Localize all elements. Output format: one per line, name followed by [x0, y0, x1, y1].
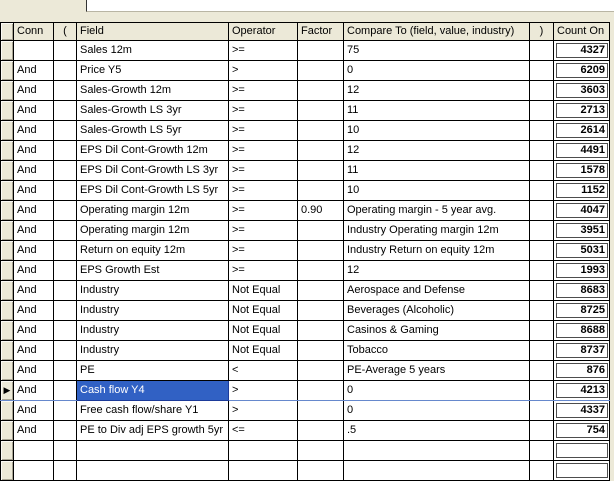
- count-on-value-box: 3603: [556, 83, 608, 98]
- open-paren-cell[interactable]: [54, 321, 77, 341]
- field-cell[interactable]: Cash flow Y4: [77, 381, 229, 401]
- criteria-row: [1, 121, 610, 141]
- compare-to-cell[interactable]: 11: [344, 161, 530, 181]
- field-cell[interactable]: Sales-Growth 12m: [77, 81, 229, 101]
- close-paren-cell[interactable]: [530, 241, 554, 261]
- compare-to-cell[interactable]: 75: [344, 41, 530, 61]
- compare-to-cell[interactable]: [344, 461, 530, 481]
- operator-cell[interactable]: Not Equal: [229, 281, 298, 301]
- compare-to-cell[interactable]: 12: [344, 81, 530, 101]
- operator-cell[interactable]: >=: [229, 121, 298, 141]
- conn-cell[interactable]: And: [14, 81, 54, 101]
- close-paren-cell[interactable]: [530, 141, 554, 161]
- field-cell[interactable]: Operating margin 12m: [77, 221, 229, 241]
- column-header-factor: Factor: [298, 23, 344, 41]
- row-marker-cell[interactable]: [1, 261, 14, 281]
- factor-cell[interactable]: [298, 181, 344, 201]
- open-paren-cell[interactable]: [54, 81, 77, 101]
- close-paren-cell[interactable]: [530, 461, 554, 481]
- row-marker-cell[interactable]: [1, 81, 14, 101]
- close-paren-cell[interactable]: [530, 361, 554, 381]
- compare-to-cell[interactable]: 12: [344, 261, 530, 281]
- row-marker-cell[interactable]: [1, 321, 14, 341]
- field-cell[interactable]: EPS Dil Cont-Growth LS 3yr: [77, 161, 229, 181]
- operator-cell[interactable]: >=: [229, 161, 298, 181]
- factor-cell[interactable]: 0.90: [298, 201, 344, 221]
- open-paren-cell[interactable]: [54, 281, 77, 301]
- criteria-row: [1, 181, 610, 201]
- close-paren-cell[interactable]: [530, 381, 554, 401]
- open-paren-cell[interactable]: [54, 181, 77, 201]
- conn-cell[interactable]: And: [14, 201, 54, 221]
- count-on-value-box: 4213: [556, 383, 608, 398]
- compare-to-cell[interactable]: 0: [344, 381, 530, 401]
- count-on-value-box: [556, 443, 608, 458]
- row-marker-cell[interactable]: [1, 101, 14, 121]
- count-on-cell[interactable]: [554, 181, 610, 201]
- row-marker-cell[interactable]: [1, 461, 14, 481]
- count-on-value-box: 6209: [556, 63, 608, 78]
- field-cell[interactable]: Operating margin 12m: [77, 201, 229, 221]
- row-marker-cell[interactable]: [1, 181, 14, 201]
- close-paren-cell[interactable]: [530, 301, 554, 321]
- column-header-compare-to: Compare To (field, value, industry): [344, 23, 530, 41]
- field-cell[interactable]: Free cash flow/share Y1: [77, 401, 229, 421]
- open-paren-cell[interactable]: [54, 261, 77, 281]
- criteria-row: [1, 301, 610, 321]
- compare-to-cell[interactable]: 0: [344, 401, 530, 421]
- row-marker-cell[interactable]: [1, 201, 14, 221]
- operator-cell[interactable]: Not Equal: [229, 301, 298, 321]
- factor-cell[interactable]: [298, 321, 344, 341]
- factor-cell[interactable]: [298, 121, 344, 141]
- count-on-value-box: 4047: [556, 203, 608, 218]
- criteria-row: [1, 361, 610, 381]
- count-on-value-box: 8688: [556, 323, 608, 338]
- criteria-row: [1, 161, 610, 181]
- compare-to-cell[interactable]: Operating margin - 5 year avg.: [344, 201, 530, 221]
- field-cell[interactable]: Industry: [77, 321, 229, 341]
- conn-cell[interactable]: And: [14, 341, 54, 361]
- row-marker-cell[interactable]: [1, 41, 14, 61]
- operator-cell[interactable]: >=: [229, 101, 298, 121]
- operator-cell[interactable]: >: [229, 381, 298, 401]
- count-on-value-box: [556, 463, 608, 478]
- close-paren-cell[interactable]: [530, 61, 554, 81]
- row-marker-cell[interactable]: [1, 221, 14, 241]
- count-on-cell[interactable]: [554, 81, 610, 101]
- conn-cell[interactable]: And: [14, 61, 54, 81]
- conn-cell[interactable]: And: [14, 421, 54, 441]
- field-cell[interactable]: Industry: [77, 301, 229, 321]
- row-marker-cell[interactable]: [1, 121, 14, 141]
- column-header-open-paren: (: [54, 23, 77, 41]
- criteria-rows: [1, 41, 610, 481]
- open-paren-cell[interactable]: [54, 441, 77, 461]
- count-on-cell[interactable]: [554, 301, 610, 321]
- criteria-row: [1, 81, 610, 101]
- operator-cell[interactable]: >=: [229, 181, 298, 201]
- count-on-cell[interactable]: [554, 241, 610, 261]
- open-paren-cell[interactable]: [54, 241, 77, 261]
- row-marker-cell[interactable]: [1, 61, 14, 81]
- operator-cell[interactable]: [229, 461, 298, 481]
- factor-cell[interactable]: [298, 341, 344, 361]
- factor-cell[interactable]: [298, 81, 344, 101]
- open-paren-cell[interactable]: [54, 221, 77, 241]
- open-paren-cell[interactable]: [54, 61, 77, 81]
- criteria-row: [1, 421, 610, 441]
- criteria-row: [1, 381, 610, 401]
- conn-cell[interactable]: And: [14, 181, 54, 201]
- conn-cell[interactable]: And: [14, 361, 54, 381]
- criteria-row: [1, 101, 610, 121]
- field-cell[interactable]: EPS Growth Est: [77, 261, 229, 281]
- count-on-cell[interactable]: [554, 321, 610, 341]
- criteria-row: [1, 61, 610, 81]
- criteria-row: [1, 141, 610, 161]
- row-marker-cell[interactable]: [1, 161, 14, 181]
- row-marker-cell[interactable]: [1, 301, 14, 321]
- conn-cell[interactable]: And: [14, 221, 54, 241]
- close-paren-cell[interactable]: [530, 81, 554, 101]
- compare-to-cell[interactable]: PE-Average 5 years: [344, 361, 530, 381]
- header-row: [1, 23, 610, 41]
- count-on-cell[interactable]: [554, 41, 610, 61]
- conn-cell[interactable]: And: [14, 121, 54, 141]
- count-on-value-box: 754: [556, 423, 608, 438]
- count-on-value-box: 5031: [556, 243, 608, 258]
- criteria-row: [1, 341, 610, 361]
- compare-to-cell[interactable]: Industry Operating margin 12m: [344, 221, 530, 241]
- open-paren-cell[interactable]: [54, 461, 77, 481]
- empty-row: [1, 441, 610, 461]
- compare-to-cell[interactable]: Industry Return on equity 12m: [344, 241, 530, 261]
- operator-cell[interactable]: >=: [229, 81, 298, 101]
- close-paren-cell[interactable]: [530, 441, 554, 461]
- row-marker-cell[interactable]: [1, 241, 14, 261]
- criteria-table: [0, 22, 610, 481]
- factor-cell[interactable]: [298, 41, 344, 61]
- close-paren-cell[interactable]: [530, 341, 554, 361]
- field-cell[interactable]: Sales 12m: [77, 41, 229, 61]
- column-header-operator: Operator: [229, 23, 298, 41]
- field-cell[interactable]: [77, 441, 229, 461]
- count-on-value-box: 4337: [556, 403, 608, 418]
- count-on-cell[interactable]: [554, 61, 610, 81]
- close-paren-cell[interactable]: [530, 181, 554, 201]
- compare-to-cell[interactable]: .5: [344, 421, 530, 441]
- factor-cell[interactable]: [298, 101, 344, 121]
- count-on-value-box: 4327: [556, 43, 608, 58]
- compare-to-cell[interactable]: [344, 441, 530, 461]
- count-on-cell[interactable]: [554, 161, 610, 181]
- row-marker-cell[interactable]: [1, 361, 14, 381]
- open-paren-cell[interactable]: [54, 301, 77, 321]
- count-on-cell[interactable]: [554, 421, 610, 441]
- open-paren-cell[interactable]: [54, 361, 77, 381]
- factor-cell[interactable]: [298, 241, 344, 261]
- row-marker-cell[interactable]: [1, 441, 14, 461]
- conn-cell[interactable]: And: [14, 261, 54, 281]
- operator-cell[interactable]: Not Equal: [229, 341, 298, 361]
- row-marker-cell[interactable]: [1, 141, 14, 161]
- factor-cell[interactable]: [298, 61, 344, 81]
- criteria-row: [1, 201, 610, 221]
- row-marker-cell[interactable]: [1, 381, 14, 401]
- count-on-value-box: 4491: [556, 143, 608, 158]
- column-header-field: Field: [77, 23, 229, 41]
- compare-to-cell[interactable]: Casinos & Gaming: [344, 321, 530, 341]
- compare-to-cell[interactable]: Aerospace and Defense: [344, 281, 530, 301]
- field-cell[interactable]: [77, 461, 229, 481]
- row-marker-header: [1, 23, 14, 41]
- count-on-cell[interactable]: [554, 221, 610, 241]
- count-on-value-box: 8683: [556, 283, 608, 298]
- criteria-row: [1, 261, 610, 281]
- conn-cell[interactable]: [14, 461, 54, 481]
- operator-cell[interactable]: >=: [229, 41, 298, 61]
- factor-cell[interactable]: [298, 281, 344, 301]
- open-paren-cell[interactable]: [54, 201, 77, 221]
- conn-cell[interactable]: [14, 41, 54, 61]
- count-on-cell[interactable]: [554, 441, 610, 461]
- row-marker-cell[interactable]: [1, 281, 14, 301]
- criteria-row: [1, 221, 610, 241]
- operator-cell[interactable]: Not Equal: [229, 321, 298, 341]
- open-paren-cell[interactable]: [54, 341, 77, 361]
- criteria-row: [1, 41, 610, 61]
- operator-cell[interactable]: >=: [229, 261, 298, 281]
- close-paren-cell[interactable]: [530, 121, 554, 141]
- compare-to-cell[interactable]: 11: [344, 101, 530, 121]
- column-header-close-paren: ): [530, 23, 554, 41]
- close-paren-cell[interactable]: [530, 201, 554, 221]
- conn-cell[interactable]: And: [14, 321, 54, 341]
- count-on-value-box: 2713: [556, 103, 608, 118]
- count-on-cell[interactable]: [554, 341, 610, 361]
- operator-cell[interactable]: >: [229, 401, 298, 421]
- criteria-row: [1, 241, 610, 261]
- compare-to-cell[interactable]: 12: [344, 141, 530, 161]
- field-cell[interactable]: Sales-Growth LS 3yr: [77, 101, 229, 121]
- operator-cell[interactable]: >=: [229, 201, 298, 221]
- column-header-count-on: Count On: [554, 23, 610, 41]
- factor-cell[interactable]: [298, 161, 344, 181]
- close-paren-cell[interactable]: [530, 281, 554, 301]
- criteria-row: [1, 321, 610, 341]
- open-paren-cell[interactable]: [54, 381, 77, 401]
- factor-cell[interactable]: [298, 461, 344, 481]
- open-paren-cell[interactable]: [54, 41, 77, 61]
- field-cell[interactable]: Price Y5: [77, 61, 229, 81]
- field-cell[interactable]: EPS Dil Cont-Growth 12m: [77, 141, 229, 161]
- field-cell[interactable]: PE: [77, 361, 229, 381]
- conn-cell[interactable]: And: [14, 241, 54, 261]
- conn-cell[interactable]: And: [14, 161, 54, 181]
- compare-to-cell[interactable]: Beverages (Alcoholic): [344, 301, 530, 321]
- compare-to-cell[interactable]: 10: [344, 121, 530, 141]
- conn-cell[interactable]: And: [14, 281, 54, 301]
- compare-to-cell[interactable]: 10: [344, 181, 530, 201]
- row-marker-cell[interactable]: [1, 341, 14, 361]
- conn-cell[interactable]: And: [14, 381, 54, 401]
- conn-cell[interactable]: And: [14, 101, 54, 121]
- field-cell[interactable]: EPS Dil Cont-Growth LS 5yr: [77, 181, 229, 201]
- criteria-grid: [0, 22, 610, 481]
- close-paren-cell[interactable]: [530, 321, 554, 341]
- field-cell[interactable]: PE to Div adj EPS growth 5yr: [77, 421, 229, 441]
- factor-cell[interactable]: [298, 361, 344, 381]
- count-on-cell[interactable]: [554, 461, 610, 481]
- count-on-value-box: 8725: [556, 303, 608, 318]
- conn-cell[interactable]: And: [14, 141, 54, 161]
- count-on-cell[interactable]: [554, 141, 610, 161]
- count-on-cell[interactable]: [554, 361, 610, 381]
- top-text-input[interactable]: [86, 0, 614, 12]
- operator-cell[interactable]: <: [229, 361, 298, 381]
- count-on-value-box: 876: [556, 363, 608, 378]
- count-on-value-box: 8737: [556, 343, 608, 358]
- field-cell[interactable]: Industry: [77, 341, 229, 361]
- current-row-arrow-icon: ▶: [3, 385, 11, 395]
- count-on-value-box: 2614: [556, 123, 608, 138]
- operator-cell[interactable]: [229, 441, 298, 461]
- factor-cell[interactable]: [298, 421, 344, 441]
- conn-cell[interactable]: And: [14, 301, 54, 321]
- factor-cell[interactable]: [298, 141, 344, 161]
- count-on-value-box: 3951: [556, 223, 608, 238]
- factor-cell[interactable]: [298, 221, 344, 241]
- close-paren-cell[interactable]: [530, 161, 554, 181]
- operator-cell[interactable]: >=: [229, 141, 298, 161]
- close-paren-cell[interactable]: [530, 41, 554, 61]
- count-on-value-box: 1993: [556, 263, 608, 278]
- open-paren-cell[interactable]: [54, 161, 77, 181]
- count-on-cell[interactable]: [554, 201, 610, 221]
- factor-cell[interactable]: [298, 261, 344, 281]
- count-on-cell[interactable]: [554, 121, 610, 141]
- count-on-cell[interactable]: [554, 281, 610, 301]
- column-header-conn: Conn: [14, 23, 54, 41]
- conn-cell[interactable]: [14, 441, 54, 461]
- count-on-value-box: 1578: [556, 163, 608, 178]
- compare-to-cell[interactable]: 0: [344, 61, 530, 81]
- field-cell[interactable]: Return on equity 12m: [77, 241, 229, 261]
- open-paren-cell[interactable]: [54, 421, 77, 441]
- operator-cell[interactable]: >=: [229, 221, 298, 241]
- empty-row: [1, 461, 610, 481]
- criteria-row: [1, 281, 610, 301]
- factor-cell[interactable]: [298, 441, 344, 461]
- field-cell[interactable]: Sales-Growth LS 5yr: [77, 121, 229, 141]
- close-paren-cell[interactable]: [530, 221, 554, 241]
- close-paren-cell[interactable]: [530, 261, 554, 281]
- open-paren-cell[interactable]: [54, 141, 77, 161]
- count-on-cell[interactable]: [554, 101, 610, 121]
- count-on-cell[interactable]: [554, 261, 610, 281]
- close-paren-cell[interactable]: [530, 421, 554, 441]
- factor-cell[interactable]: [298, 381, 344, 401]
- compare-to-cell[interactable]: Tobacco: [344, 341, 530, 361]
- count-on-cell[interactable]: [554, 381, 610, 401]
- open-paren-cell[interactable]: [54, 101, 77, 121]
- operator-cell[interactable]: >=: [229, 241, 298, 261]
- close-paren-cell[interactable]: [530, 101, 554, 121]
- field-cell[interactable]: Industry: [77, 281, 229, 301]
- open-paren-cell[interactable]: [54, 121, 77, 141]
- count-on-value-box: 1152: [556, 183, 608, 198]
- factor-cell[interactable]: [298, 301, 344, 321]
- operator-cell[interactable]: >: [229, 61, 298, 81]
- operator-cell[interactable]: <=: [229, 421, 298, 441]
- row-marker-cell[interactable]: [1, 421, 14, 441]
- conn-cell[interactable]: And: [14, 401, 54, 421]
